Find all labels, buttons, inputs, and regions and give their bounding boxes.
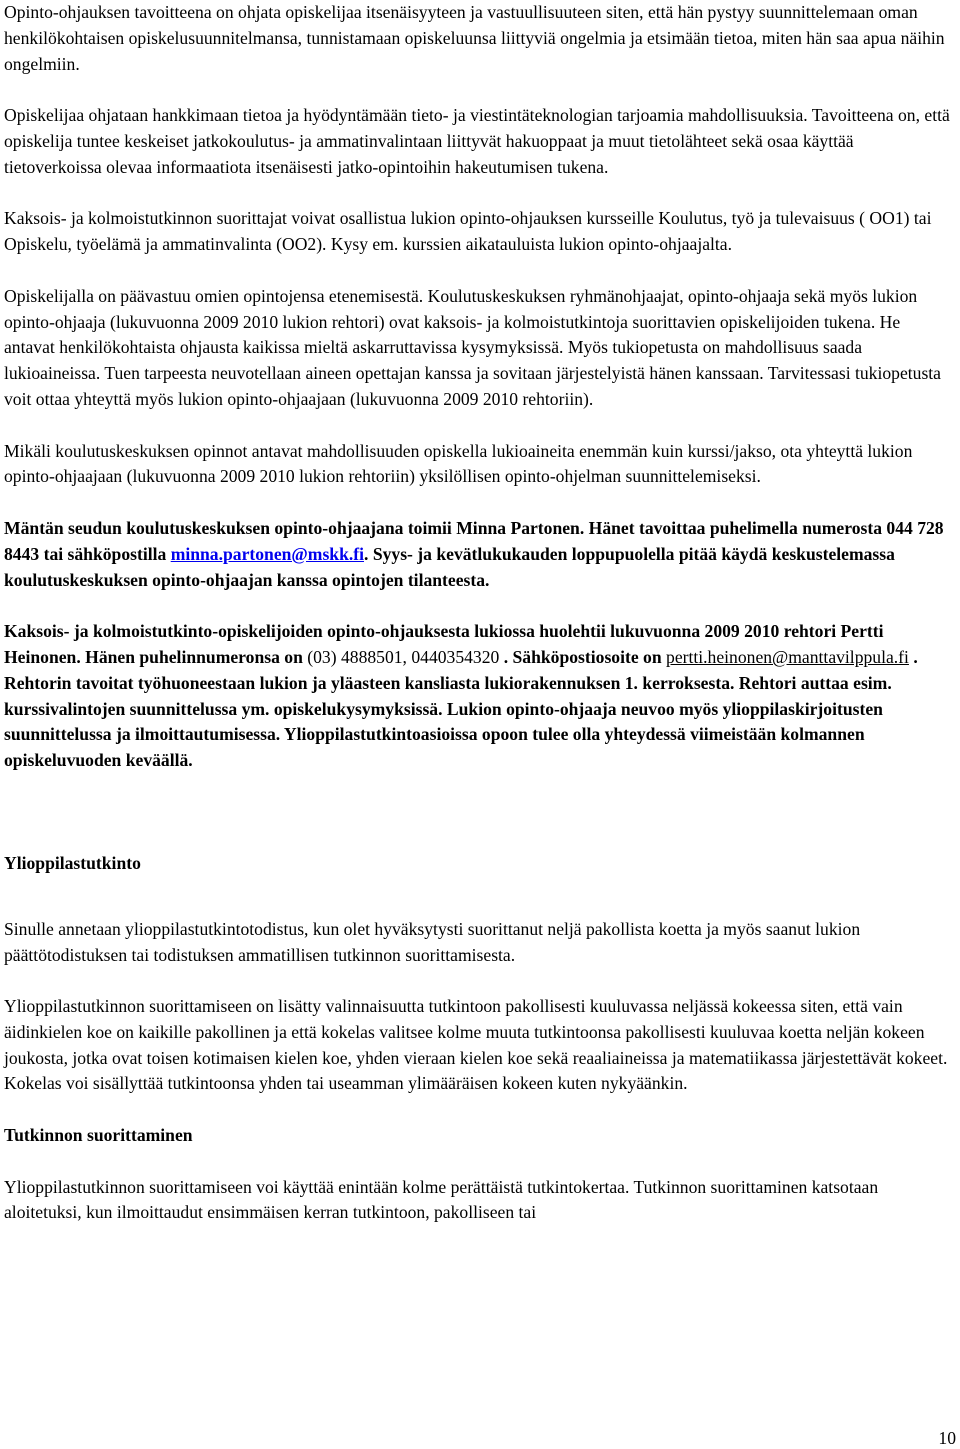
- principal-phone: (03) 4888501, 0440354320: [307, 646, 500, 667]
- counselor-email-link[interactable]: minna.partonen@mskk.fi: [170, 543, 365, 564]
- counselor-text-before: Mäntän seudun koulutuskeskuksen opinto-ohjaajana toimii Minna Partonen. Hänet tavoittaa puhelimella numerosta 044 728 8443 tai sähköpostilla: [4, 517, 944, 564]
- heading-tutkinnon-suorittaminen: Tutkinnon suorittaminen: [4, 1125, 193, 1146]
- paragraph-guidance-goal: Opinto-ohjauksen tavoitteena on ohjata opiskelijaa itsenäisyyteen ja vastuullisuuteen siten, että hän pystyy suunnittelemaan oman henkilökohtaisen opiskelusuunnitelmansa, tunnistamaan opiskeluunsa liittyviä ongelmia ja etsimään tietoa, miten hän saa apua näihin ongelmiin.: [4, 2, 945, 74]
- principal-text-part3: . Rehtorin tavoitat työhuoneestaan lukion ja yläasteen kansliasta lukiorakennuksen 1. kerroksesta. Rehtori auttaa esim. kurssivalintojen suunnittelussa ym. opiskelukysymyksissä. Lukion opinto-ohjaaja neuvoo myös ylioppilaskirjoitusten suunnittelussa ja ilmoittautumisessa. Ylioppilastutkintoasioissa opoon tulee olla yhteydessä viimeistään kolmannen opiskeluvuoden keväällä.: [4, 646, 918, 771]
- paragraph-exam-attempts: Ylioppilastutkinnon suorittamiseen voi käyttää enintään kolme perättäistä tutkintokertaa. Tutkinnon suorittaminen katsotaan aloitetuksi, kun ilmoittaudut ensimmäisen kerran tutkintoon, pakolliseen tai: [4, 1176, 879, 1223]
- spacer: [4, 77, 952, 103]
- spacer: [4, 877, 952, 917]
- principal-text-part1: Kaksois- ja kolmoistutkinto-opiskelijoiden opinto-ohjauksesta lukiossa huolehtii lukuvuonna 2009 2010 rehtori Pertti Heinonen. Hänen puhelinnumeronsa on: [4, 621, 884, 667]
- counselor-text-after: . Syys- ja kevätlukukauden loppupuolella pitää käydä keskustelemassa koulutuskeskuksen opinto-ohjaajan kanssa opintojen tilanteesta.: [4, 543, 895, 590]
- spacer: [4, 774, 952, 851]
- spacer: [4, 1149, 952, 1175]
- paragraph-certificate: Sinulle annetaan ylioppilastutkintotodistus, kun olet hyväksytysti suorittanut neljä pakollista koetta ja myös saanut lukion päättötodistuksen tai todistuksen ammatillisen tutkinnon suorittamisesta.: [4, 918, 861, 965]
- spacer: [4, 181, 952, 207]
- paragraph-counselor-contact: [4, 516, 952, 593]
- paragraph-ict-guidance: Opiskelijaa ohjataan hankkimaan tietoa ja hyödyntämään tieto- ja viestintäteknologian tarjoamia mahdollisuuksia. Tavoitteena on, että opiskelija tuntee keskeiset jatkokoulutus- ja ammatinvalintaan liittyvät hakuoppaat ja muut tietolähteet sekä osaa käyttää tietoverkoissa olevaa informaatiota itsenäisesti jatko-opintoihin hakeutumisen tukena.: [4, 105, 950, 177]
- principal-text-part2: . Sähköpostiosoite on: [499, 646, 667, 667]
- paragraph-individual-program: Mikäli koulutuskeskuksen opinnot antavat mahdollisuuden opiskella lukioaineita enemmän kuin kurssi/jakso, ota yhteyttä lukion opinto-ohjaajaan (lukuvuonna 2009 2010 lukion rehtoriin) yksilöllisen opinto-ohjelman suunnittelemiseksi.: [4, 440, 913, 487]
- spacer: [4, 258, 952, 284]
- document-page: [4, 0, 952, 1226]
- paragraph-student-responsibility: Opiskelijalla on päävastuu omien opintojensa etenemisestä. Koulutuskeskuksen ryhmänohjaajat, opinto-ohjaaja sekä myös lukion opinto-ohjaaja (lukuvuonna 2009 2010 lukion rehtori) ovat kaksois- ja kolmoistutkintoja suorittavien opiskelijoiden tukena. He antavat henkilökohtaista ohjausta kaikissa mieltä askarruttavissa kysymyksissä. Myös tukiopetusta on mahdollisuus saada lukioaineissa. Tuen tarpeesta neuvotellaan aineen opettajan kanssa ja sovitaan järjestelyistä hänen kanssaan. Tarvitessasi tukiopetusta voit ottaa yhteyttä myös lukion opinto-ohjaajaan (lukuvuonna 2009 2010 rehtoriin).: [4, 285, 941, 409]
- spacer: [4, 413, 952, 439]
- paragraph-double-degree-courses: Kaksois- ja kolmoistutkinnon suorittajat voivat osallistua lukion opinto-ohjauksen kursseille Koulutus, työ ja tulevaisuus ( OO1) tai Opiskelu, työelämä ja ammatinvalinta (OO2). Kysy em. kurssien aikatauluista lukion opinto-ohjaajalta.: [4, 208, 932, 255]
- paragraph-principal-contact: [4, 619, 952, 774]
- spacer: [4, 593, 952, 619]
- spacer: [4, 968, 952, 994]
- spacer: [4, 490, 952, 516]
- page-number: 10: [938, 1428, 956, 1448]
- spacer: [4, 1097, 952, 1123]
- principal-email-link[interactable]: pertti.heinonen@manttavilppula.fi: [666, 646, 909, 667]
- paragraph-exam-choice: Ylioppilastutkinnon suorittamiseen on lisätty valinnaisuutta tutkintoon pakollisesti kuuluvassa neljässä kokeessa siten, että vain äidinkielen koe on kaikille pakollinen ja että kokelas valitsee kolme muuta tutkintoonsa pakollisesti kuuluvaa koetta neljän kokeen joukosta, jotka ovat toisen kotimaisen kielen koe, yhden vieraan kielen koe sekä reaaliaineissa ja matematiikassa järjestettävät kokeet. Kokelas voi sisällyttää tutkintoonsa yhden tai useamman ylimääräisen kokeen kuten nykyäänkin.: [4, 996, 948, 1094]
- heading-ylioppilastutkinto: Ylioppilastutkinto: [4, 852, 141, 873]
